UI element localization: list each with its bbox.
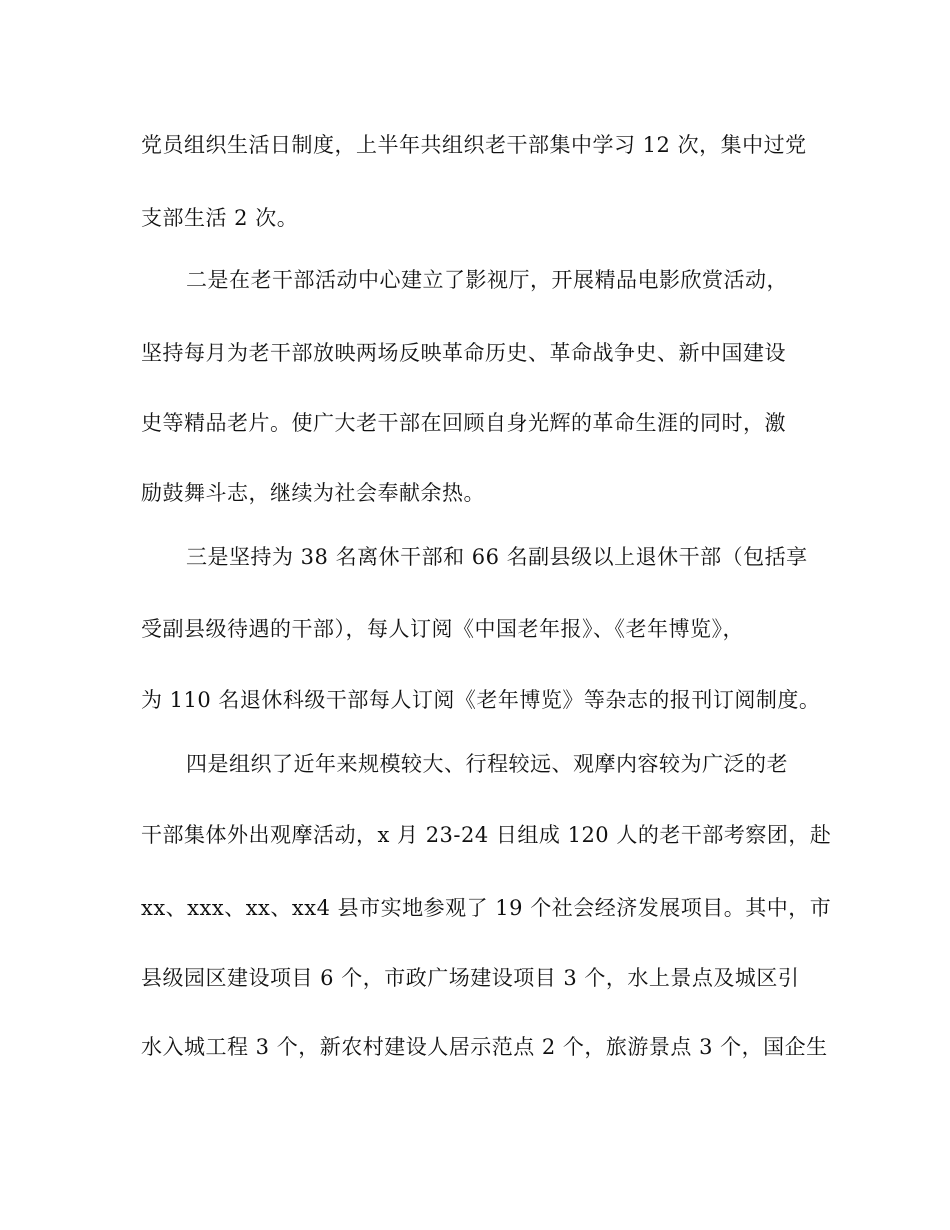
text-line-11: 干部集体外出观摩活动，x 月 23-24 日组成 120 人的老干部考察团，赴 xyxy=(141,823,832,847)
text-line-4: 坚持每月为老干部放映两场反映革命历史、革命战争史、新中国建设 xyxy=(141,341,786,365)
paragraph-2-line-1: 二是在老干部活动中心建立了影视厅，开展精品电影欣赏活动， xyxy=(186,268,788,292)
text-line-8: 受副县级待遇的干部），每人订阅《中国老年报》、《老年博览》， xyxy=(141,617,744,641)
text-line-14: 水入城工程 3 个，新农村建设人居示范点 2 个，旅游景点 3 个，国企生 xyxy=(141,1035,828,1059)
paragraph-3-line-1: 三是坚持为 38 名离休干部和 66 名副县级以上退休干部（包括享 xyxy=(186,545,808,569)
text-line-6: 励鼓舞斗志，继续为社会奉献余热。 xyxy=(141,481,485,505)
paragraph-4-line-1: 四是组织了近年来规模较大、行程较远、观摩内容较为广泛的老 xyxy=(186,752,788,776)
text-line-1: 党员组织生活日制度，上半年共组织老干部集中学习 12 次，集中过党 xyxy=(141,133,807,157)
text-line-9: 为 110 名退休科级干部每人订阅《老年博览》等杂志的报刊订阅制度。 xyxy=(141,688,821,712)
text-line-12: xx、xxx、xx、xx4 县市实地参观了 19 个社会经济发展项目。其中，市 xyxy=(141,896,832,920)
text-line-2: 支部生活 2 次。 xyxy=(141,206,299,230)
text-line-13: 县级园区建设项目 6 个，市政广场建设项目 3 个，水上景点及城区引 xyxy=(141,966,800,990)
text-line-5: 史等精品老片。使广大老干部在回顾自身光辉的革命生涯的同时，激 xyxy=(141,411,786,435)
